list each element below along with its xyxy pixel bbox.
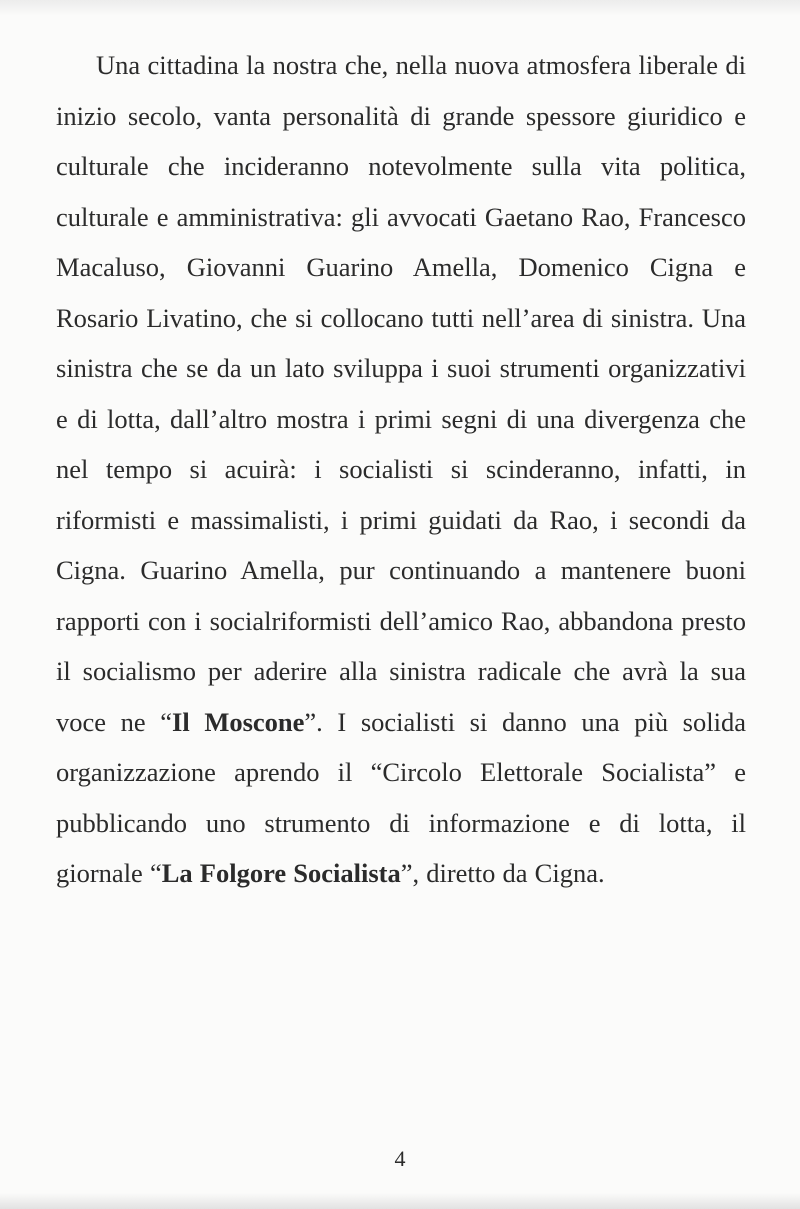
page-number: 4: [394, 1146, 406, 1171]
paragraph-text-part3: ”, diretto da Cigna.: [400, 858, 605, 888]
page-top-edge: [0, 0, 800, 16]
paragraph-text-part2: ”. I socialisti si danno una più solida organizzazione aprendo il “Circolo Elettorale Socialista” e pubblicando uno strumento di informazione e di lotta, il giornale “: [56, 706, 746, 888]
newspaper-title-il-moscone: Il Moscone: [172, 706, 305, 737]
body-paragraph: [56, 40, 746, 899]
paragraph-text-part1: Una cittadina la nostra che, nella nuova atmosfera liberale di inizio secolo, vanta personalità di grande spessore giuridico e culturale che incideranno notevolmente sulla vita politica, culturale e amministrativa: gli avvocati Gaetano Rao, Francesco Macaluso, Giovanni Guarino Amella, Domenico Cigna e Rosario Livatino, che si collocano tutti nell’area di sinistra. Una sinistra che se da un lato sviluppa i suoi strumenti organizzativi e di lotta, dall’altro mostra i primi segni di una divergenza che nel tempo si acuirà: i socialisti si scinderanno, infatti, in riformisti e massimalisti, i primi guidati da Rao, i secondi da Cigna. Guarino Amella, pur continuando a mantenere buoni rapporti con i socialriformisti dell’amico Rao, abbandona presto il socialismo per aderire alla sinistra radicale che avrà la sua voce ne “: [56, 50, 746, 737]
newspaper-title-la-folgore-socialista: La Folgore Socialista: [161, 858, 401, 888]
page-bottom-edge: [0, 1193, 800, 1209]
